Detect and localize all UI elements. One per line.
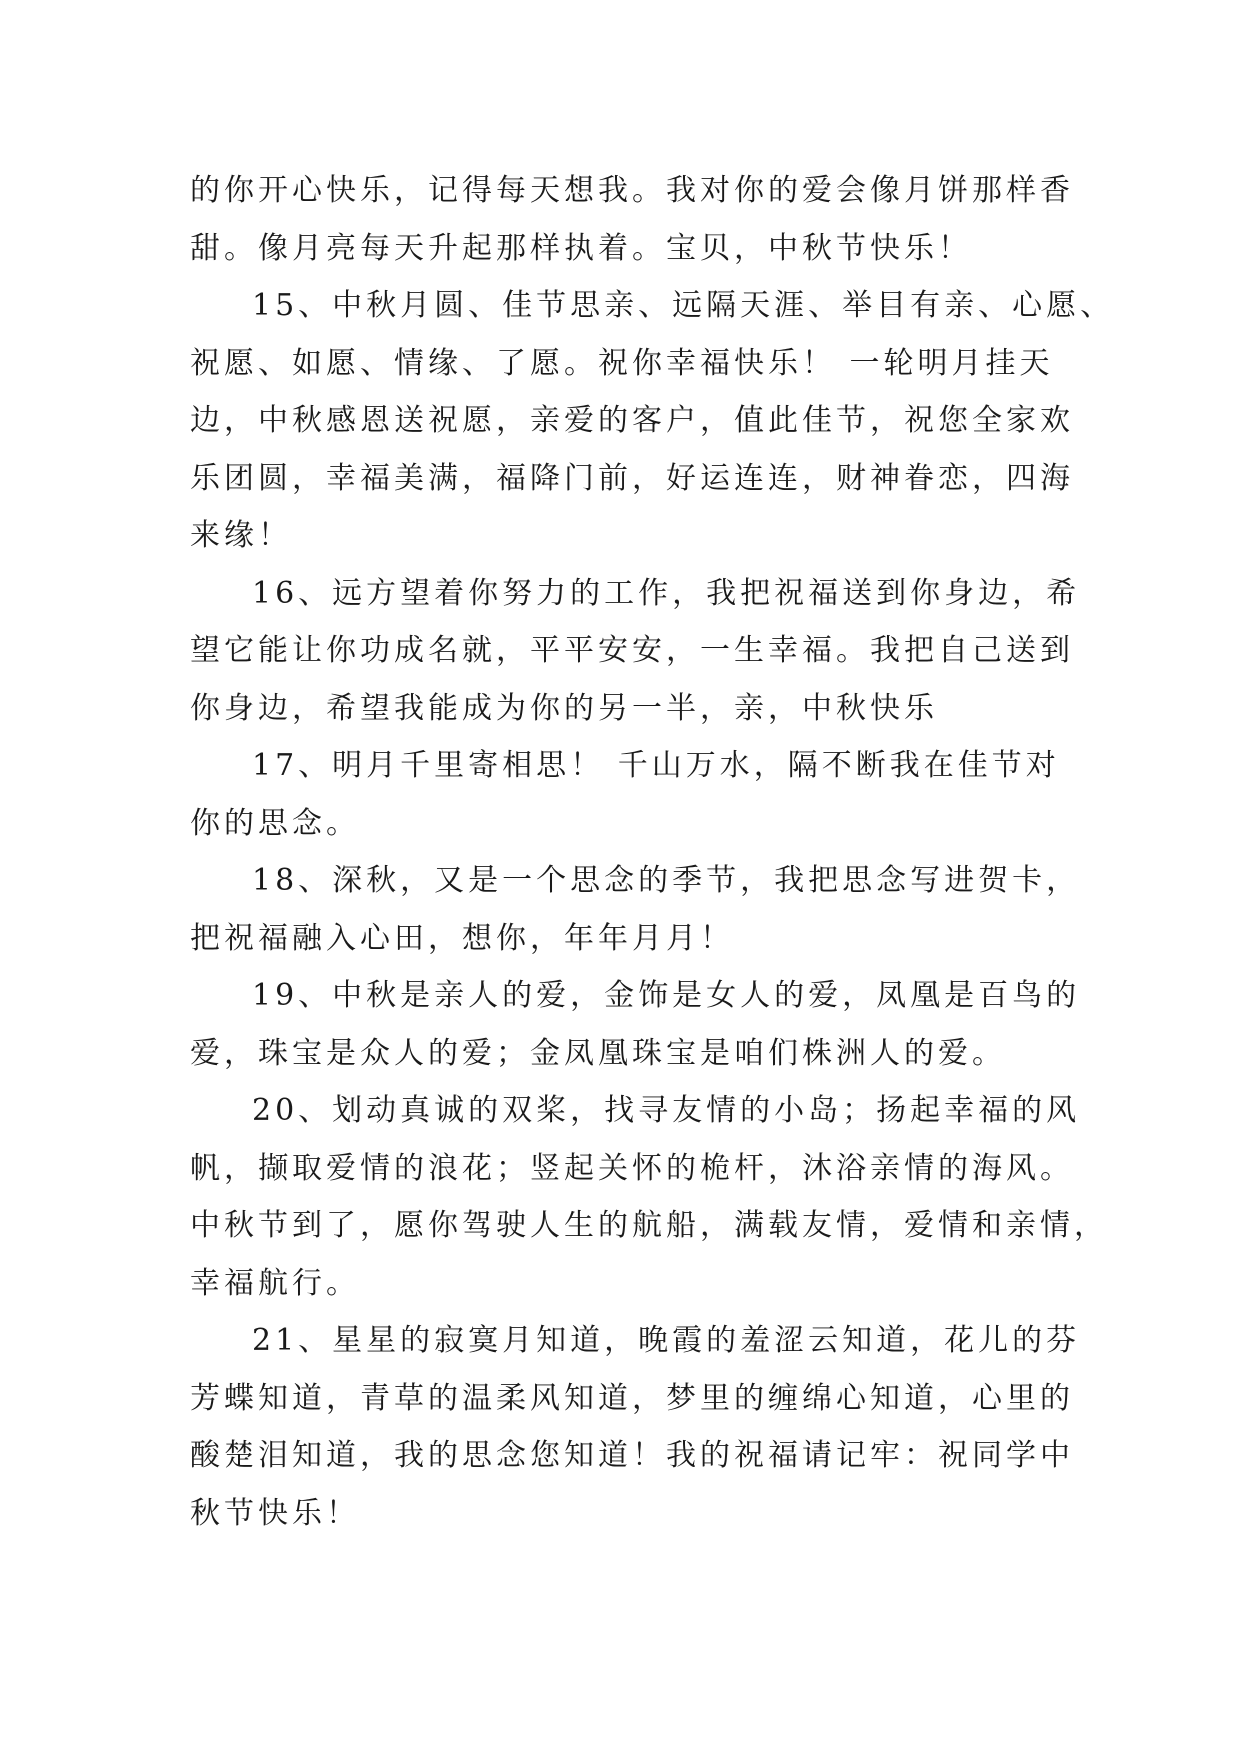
text-line: 乐团圆，幸福美满，福降门前，好运连连，财神眷恋，四海 (190, 460, 1074, 496)
paragraph-15 (190, 277, 1115, 565)
paragraph-continuation (190, 162, 1074, 277)
paragraph-17 (190, 737, 1070, 852)
paragraph-16 (190, 565, 1081, 738)
text-line: 酸楚泪知道，我的思念您知道！我的祝福请记牢：祝同学中 (190, 1438, 1074, 1473)
text-line: 秋节快乐！ (190, 1495, 360, 1531)
text-line: 19、中秋是亲人的爱，金饰是女人的爱，凤凰是百鸟的 (252, 978, 1081, 1013)
text-line: 来缘！ (190, 518, 292, 553)
text-line: 的你开心快乐，记得每天想我。我对你的爱会像月饼那样香 (190, 173, 1074, 208)
text-line: 甜。像月亮每天升起那样执着。宝贝，中秋节快乐！ (190, 230, 972, 266)
text-line: 帆，撷取爱情的浪花；竖起关怀的桅杆，沐浴亲情的海风。 (190, 1150, 1074, 1186)
text-line: 把祝福融入心田，想你，年年月月！ (190, 920, 734, 956)
text-line: 15、中秋月圆、佳节思亲、远隔天涯、举目有亲、心愿、 (252, 288, 1115, 323)
paragraph-18 (190, 852, 1081, 967)
text-line: 中秋节到了，愿你驾驶人生的航船，满载友情，爱情和亲情， (190, 1208, 1108, 1243)
text-line: 20、划动真诚的双桨，找寻友情的小岛；扬起幸福的风 (252, 1093, 1081, 1128)
text-line: 祝愿、如愿、情缘、了愿。祝你幸福快乐！ 一轮明月挂天 (190, 345, 1054, 381)
document-body (190, 162, 1115, 1542)
text-line: 爱，珠宝是众人的爱；金凤凰珠宝是咱们株洲人的爱。 (190, 1035, 1006, 1071)
text-line: 17、明月千里寄相思！ 千山万水，隔不断我在佳节对 (252, 748, 1060, 783)
text-line: 芳蝶知道，青草的温柔风知道，梦里的缠绵心知道，心里的 (190, 1380, 1074, 1416)
text-line: 望它能让你功成名就，平平安安，一生幸福。我把自己送到 (190, 633, 1074, 668)
paragraph-19 (190, 967, 1081, 1082)
text-line: 你身边，希望我能成为你的另一半，亲，中秋快乐 (190, 690, 938, 726)
text-line: 边，中秋感恩送祝愿，亲爱的客户，值此佳节，祝您全家欢 (190, 403, 1074, 438)
text-line: 21、星星的寂寞月知道，晚霞的羞涩云知道，花儿的芬 (252, 1323, 1081, 1358)
text-line: 你的思念。 (190, 805, 360, 841)
text-line: 幸福航行。 (190, 1265, 360, 1301)
text-line: 16、远方望着你努力的工作，我把祝福送到你身边，希 (252, 575, 1081, 611)
paragraph-21 (190, 1312, 1081, 1542)
text-line: 18、深秋，又是一个思念的季节，我把思念写进贺卡， (252, 863, 1081, 898)
paragraph-20 (190, 1082, 1108, 1312)
